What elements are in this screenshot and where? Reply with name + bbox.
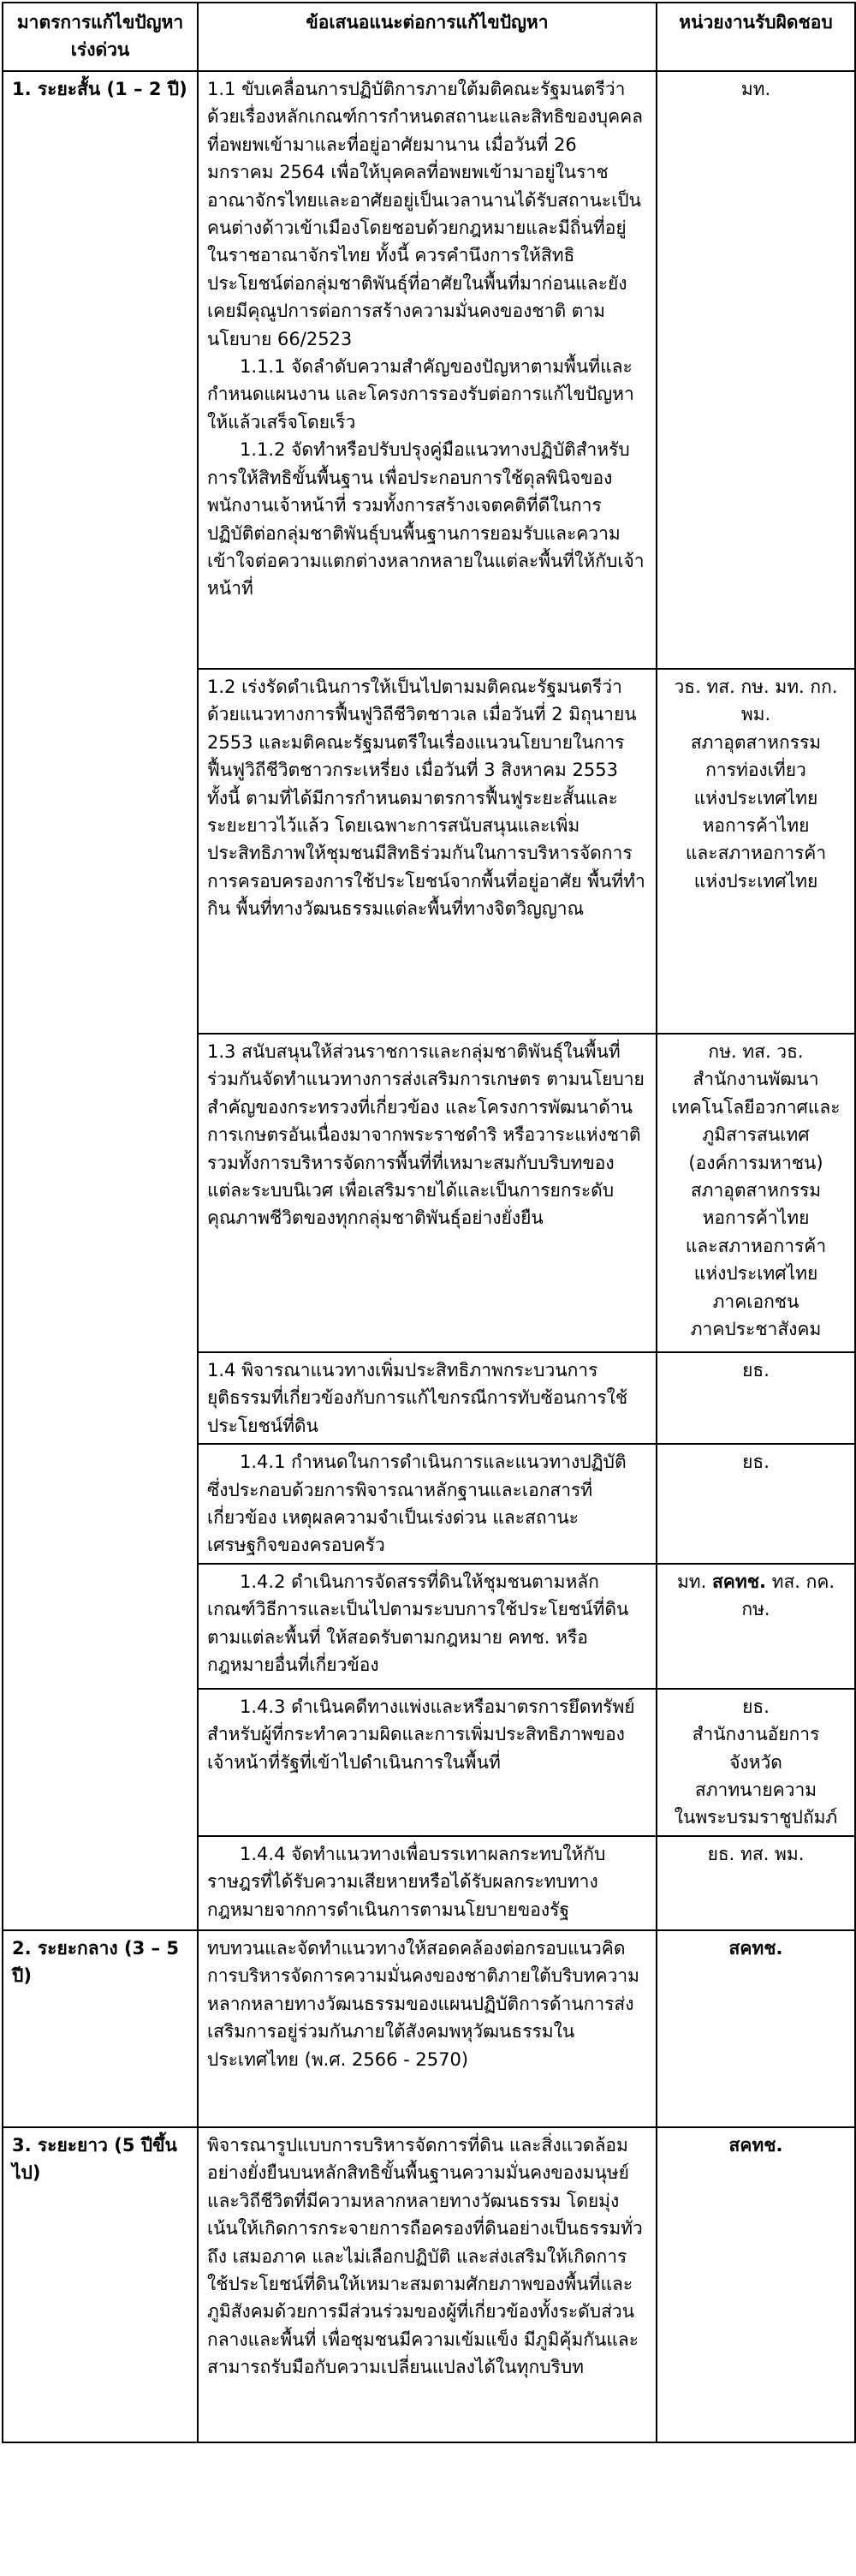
responsible-cell [657,1444,855,1564]
recommendation-cell [198,1444,657,1564]
recommendation-text: 1.4 พิจารณาแนวทางเพิ่มประสิทธิภาพกระบวนการยุติธรรมที่เกี่ยวข้องกับการแก้ไขกรณีการทับซ้อนการใช้ประโยชน์ที่ดิน [207,1360,628,1436]
agency-line: ภาคประชาสังคม [690,1319,822,1340]
agency-line: ยธ. [742,1360,770,1380]
agency-line: แห่งประเทศไทย [693,1263,818,1285]
responsible-cell [657,1836,855,1930]
recommendation-cell [198,1689,657,1836]
measures-table [2,2,856,2443]
header-recommendations: ข้อเสนอแนะต่อการแก้ไขปัญหา [198,3,657,71]
sub-recommendation-text: 1.1.1 จัดลำดับความสำคัญของปัญหาตามพื้นที่และกำหนดแผนงาน และโครงการรองรับต่อการแก้ไขปัญหาให้แล้วเสร็จโดยเร็ว [207,356,634,432]
table-row [3,1930,855,2127]
agency-line: กษ. ทส. วธ. [708,1041,804,1062]
sub-recommendation-text: 1.4.3 ดำเนินคดีทางแพ่งและหรือมาตรการยึดทรัพย์สำหรับผู้ที่กระทำความผิดและการเพิ่มประสิทธิภาพของเจ้าหน้าที่รัฐที่เข้าไปดำเนินการในพื้นที่ [207,1696,635,1773]
agency-line: วธ. ทส. กษ. มท. กก. พม. [674,677,838,725]
agency-line: สภาทนายความ [694,1780,817,1801]
recommendation-cell [198,1034,657,1352]
table-row [3,2127,855,2442]
responsible-cell [657,1352,855,1444]
responsible-cell [657,1034,855,1352]
sub-recommendation-text: 1.4.1 กำหนดในการดำเนินการและแนวทางปฏิบัติซึ่งประกอบด้วยการพิจารณาหลักฐานและเอกสารที่เกี่ยวข้อง เหตุผลความจำเป็นเร่งด่วน และสถานะเศรษฐกิจของครอบครัว [207,1452,627,1556]
agency-line [677,1571,835,1619]
agency-line: มท. [740,79,771,99]
recommendation-cell [198,1930,657,2127]
agency-line: ยธ. ทส. พม. [707,1843,805,1864]
recommendation-cell [198,71,657,669]
responsible-cell [657,2127,855,2442]
recommendation-text: 1.3 สนับสนุนให้ส่วนราชการและกลุ่มชาติพันธุ์ในพื้นที่ร่วมกันจัดทำแนวทางการส่งเสริมการเกษตร ตามนโยบายสำคัญของกระทรวงที่เกี่ยวข้อง และโครงการพัฒนาด้านการเกษตรอันเนื่องมาจากพระราชดำริ หรือวาระแห่งชาติ รวมทั้งการบริหารจัดการพื้นที่ที่เหมาะสมกับบริบทของแต่ละระบบนิเวศ เพื่อเสริมรายได้และเป็นการยกระดับคุณภาพชีวิตของทุกกลุ่มชาติพันธุ์อย่างยั่งยืน [207,1041,645,1229]
recommendation-text: พิจารณารูปแบบการบริหารจัดการที่ดิน และสิ่งแวดล้อมอย่างยั่งยืนบนหลักสิทธิขั้นพื้นฐานความมั่นคงของมนุษย์และวิถีชีวิตที่มีความหลากหลายทางวัฒนธรรม โดยมุ่งเน้นให้เกิดการกระจายการถือครองที่ดินอย่างเป็นธรรมทั่วถึง เสมอภาค และไม่เลือกปฏิบัติ และส่งเสริมให้เกิดการใช้ประโยชน์ที่ดินให้เหมาะสมตามศักยภาพของพื้นที่และภูมิสังคมด้วยการมีส่วนร่วมของผู้ที่เกี่ยวข้องทั้งระดับส่วนกลางและพื้นที่ เพื่อชุมชนมีความเข้มแข็ง มีภูมิคุ้มกันและสามารถรับมือกับความเปลี่ยนแปลงได้ในทุกบริบท [207,2134,643,2378]
recommendation-cell [198,1836,657,1930]
agency-line: ยธ. [742,1452,770,1473]
agency-line: ในพระบรมราชูปถัมภ์ [674,1807,838,1828]
sub-recommendation-text: 1.4.4 จัดทำแนวทางเพื่อบรรเทาผลกระทบให้กับราษฎรที่ได้รับความเสียหายหรือได้รับผลกระทบทางกฎหมายจากการดำเนินการตามนโยบายของรัฐ [207,1843,606,1920]
agency-line: และสภาหอการค้า [685,843,827,864]
phase-medium-term: 2. ระยะกลาง (3 – 5 ปี) [3,1930,198,2127]
agency-highlight: สคทช. [728,1937,783,1959]
agency-line: สำนักงานอัยการจังหวัด [692,1724,820,1773]
phase-long-term: 3. ระยะยาว (5 ปีขึ้นไป) [3,2127,198,2442]
agency-line: แห่งประเทศไทย [693,787,818,808]
recommendation-cell [198,669,657,1034]
agency-text: ทส. กค. กษ. [741,1571,835,1620]
recommendation-text: ทบทวนและจัดทำแนวทางให้สอดคล้องต่อกรอบแนวคิดการบริหารจัดการความมั่นคงของชาติภายใต้บริบทความหลากหลายทางวัฒนธรรมของแผนปฏิบัติการด้านการส่งเสริมการอยู่ร่วมกันภายใต้สังคมพหุวัฒนธรรมในประเทศไทย (พ.ศ. 2566 - 2570) [207,1937,640,2070]
agency-line: สภาอุตสาหกรรม [690,1180,822,1202]
recommendation-text: 1.2 เร่งรัดดำเนินการให้เป็นไปตามมติคณะรัฐมนตรีว่าด้วยแนวทางการฟื้นฟูวิถีชีวิตชาวเล เมื่อวันที่ 2 มิถุนายน 2553 และมติคณะรัฐมนตรีในเรื่องแนวนโยบายในการฟื้นฟูวิถีชีวิตชาวกระเหรี่ยง เมื่อวันที่ 3 สิงหาคม 2553 ทั้งนี้ ตามที่ได้มีการกำหนดมาตรการฟื้นฟูระยะสั้นและระยะยาวไว้แล้ว โดยเฉพาะการสนับสนุนและเพิ่มประสิทธิภาพให้ชุมชนมีสิทธิร่วมกันในการบริหารจัดการ การครอบครองการใช้ประโยชน์จากพื้นที่อยู่อาศัย พื้นที่ทำกิน พื้นที่ทางวัฒนธรรมแต่ละพื้นที่ทางจิตวิญญาณ [207,677,645,920]
agency-highlight: สคทช. [711,1571,766,1592]
sub-recommendation-text: 1.4.2 ดำเนินการจัดสรรที่ดินให้ชุมชนตามหลักเกณฑ์วิธีการและเป็นไปตามระบบการใช้ประโยชน์ที่ดินตามแต่ละพื้นที่ ให้สอดรับตามกฎหมาย คทช. หรือกฎหมายอื่นที่เกี่ยวข้อง [207,1571,629,1676]
table-row [3,71,855,669]
recommendation-cell [198,1564,657,1689]
responsible-cell [657,669,855,1034]
agency-line: การท่องเที่ยว [705,760,806,781]
responsible-cell [657,1689,855,1836]
agency-line: และสภาหอการค้า [685,1235,827,1256]
header-measures: มาตรการแก้ไขปัญหาเร่งด่วน [3,3,198,71]
agency-line: แห่งประเทศไทย [693,870,818,891]
recommendation-cell [198,1352,657,1444]
header-responsible-agencies: หน่วยงานรับผิดชอบ [657,3,855,71]
agency-line: ยธ. [742,1696,770,1717]
agency-line: ภาคเอกชน [712,1291,800,1312]
table-header-row [3,3,855,71]
agency-line: (องค์การมหาชน) [688,1152,823,1173]
responsible-cell [657,1564,855,1689]
agency-line: สภาอุตสาหกรรม [690,731,822,753]
agency-line: หอการค้าไทย [702,1208,810,1229]
agency-highlight: สคทช. [728,2134,783,2156]
recommendation-text: 1.1 ขับเคลื่อนการปฏิบัติการภายใต้มติคณะรัฐมนตรีว่าด้วยเรื่องหลักเกณฑ์การกำหนดสถานะและสิทธิของบุคคลที่อพยพเข้ามาและที่อยู่อาศัยมานาน เมื่อวันที่ 26 มกราคม 2564 เพื่อให้บุคคลที่อพยพเข้ามาอยู่ในราชอาณาจักรไทยและอาศัยอยู่เป็นเวลานานได้รับสถานะเป็นคนต่างด้าวเข้าเมืองโดยชอบด้วยกฎหมายและมีถิ่นที่อยู่ในราชอาณาจักรไทย ทั้งนี้ ควรคำนึงการให้สิทธิประโยชน์ต่อกลุ่มชาติพันธุ์ที่อาศัยในพื้นที่มาก่อนและยังเคยมีคุณูปการต่อการสร้างความมั่นคงของชาติ ตามนโยบาย 66/2523 [207,79,644,349]
responsible-cell [657,71,855,669]
sub-recommendation-text: 1.1.2 จัดทำหรือปรับปรุงคู่มือแนวทางปฏิบัติสำหรับการให้สิทธิขั้นพื้นฐาน เพื่อประกอบการใช้ดุลพินิจของพนักงานเจ้าหน้าที่ รวมทั้งการสร้างเจตคติที่ดีในการปฏิบัติต่อกลุ่มชาติพันธุ์บนพื้นฐานการยอมรับและความเข้าใจต่อความแตกต่างหลากหลายในแต่ละพื้นที่ให้กับเจ้าหน้าที่ [207,439,645,599]
agency-line: หอการค้าไทย [702,815,810,837]
agency-line: สำนักงานพัฒนาเทคโนโลยีอวกาศและภูมิสารสนเทศ [671,1069,841,1146]
recommendation-cell [198,2127,657,2442]
phase-short-term: 1. ระยะสั้น (1 – 2 ปี) [3,71,198,1930]
agency-text: มท. [676,1571,712,1592]
responsible-cell [657,1930,855,2127]
